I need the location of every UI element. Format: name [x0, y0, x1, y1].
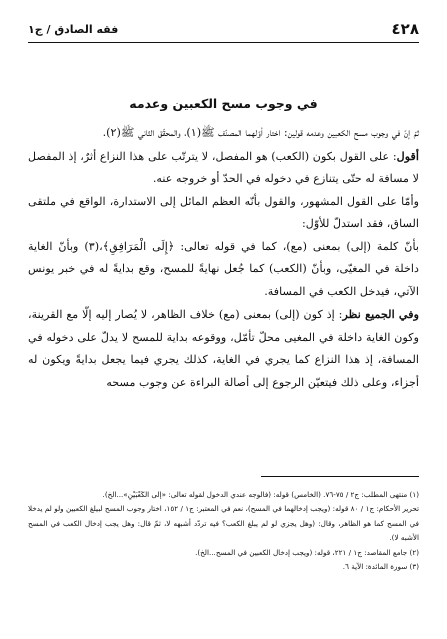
paragraph-3: وأمّا على القول المشهور، والقول بأنّه العظم المائل إلى الاستدارة، الواقع في ملتقى الساق، فقد استدلّ للأوّل:: [28, 194, 419, 230]
paragraph-2-text: : على القول بكون (الكعب) هو المفصل، لا يترتّب على هذا النزاع أثرٌ، إذ المفصل لا مسافة له حتّى يتنازع في دخوله في الحدّ أو خروجه عنه.: [28, 149, 419, 185]
paragraph-5: [28, 303, 419, 394]
paragraph-5-text: : إذ كون (إلى) بمعنى (مع) خلاف الظاهر، لا يُصار إليه إلّا مع القرينة، وكون الغاية داخلة في المغيى محلّ تأمّل، ووقوعه بداية للمسح لا يدلّ على دخوله في المسافة، إذ هذا النزاع كما يجري في الغاية، كذلك يجري فيما يجعل بدايةً ويكون له أجزاء، وعلى ذلك فيتعيّن الرجوع إلى أصالة البراءة عن وجوب مسحه: [28, 308, 419, 389]
footnote-rule: [261, 476, 419, 477]
paragraph-2-lead: أقول: [396, 148, 419, 163]
footnote-2: (٢) جامع المقاصد: ج١ / ٢٢١، قوله: (ويجب إدخال الكعبين في المسح...الخ).: [195, 547, 419, 557]
page-header: [28, 18, 419, 40]
main-text: [28, 122, 419, 394]
section-title: في وجوب مسح الكعبين وعدمه: [129, 96, 318, 111]
footnotes: [28, 488, 419, 574]
footnote-1: (١) منتهى المطلب: ج٢ / ٧٥-٧٦. (الخامس) قوله: (فالوجه عندي الدخول لقوله تعالى: «إلى الكَعْبَيْنِ»...الخ).: [102, 490, 419, 499]
footnote-1-continued: تحرير الأحكام: ج١ / ٨٠ قوله: (ويجب إدخالهما في المسح)، نعم في المعتبر: ج١ / ١٥٢، اختار وجوب المسح لبيلغ الكعبين ولو لم يدخلا في المسح كما هو الظاهر، وقال: (وهل يجزي لو لم يبلغ الكعب؟ فيه تردّد أشبهه لا، ثمّ قال: وهل يجب إدخال الكعب في المسح الأشبه لا).: [28, 504, 420, 543]
page-number: ٤٢٨: [391, 20, 419, 38]
header-rule: [28, 42, 419, 43]
paragraph-2: [28, 145, 419, 191]
paragraph-4: بأنّ كلمة (إلى) بمعنى (مع)، كما في قوله تعالى: ﴿إِلَى الْمَرَافِقِ﴾،(٣) وبأنّ الغاية داخلة في المغيّى، وبأنّ (الكعب) كما جُعل نهايةً للمسح، وقع بدايةً له في خبر يونس الآتي، فيدخل الكعب في المسافة.: [28, 239, 419, 298]
paragraph-1: ثمّ إنّ في وجوب مسح الكعبين وعدمه قولين: اختار أوّلهما المصنّف ﷺ(١)، والمحقّق الثاني ﷺ(٢).: [102, 126, 419, 139]
footnote-3: (٣) سورة المائدة: الآية ٦.: [342, 562, 419, 572]
paragraph-5-lead: وفي الجميع نظر: [342, 307, 419, 321]
running-title: فقه الصادق / ج١: [28, 22, 119, 36]
